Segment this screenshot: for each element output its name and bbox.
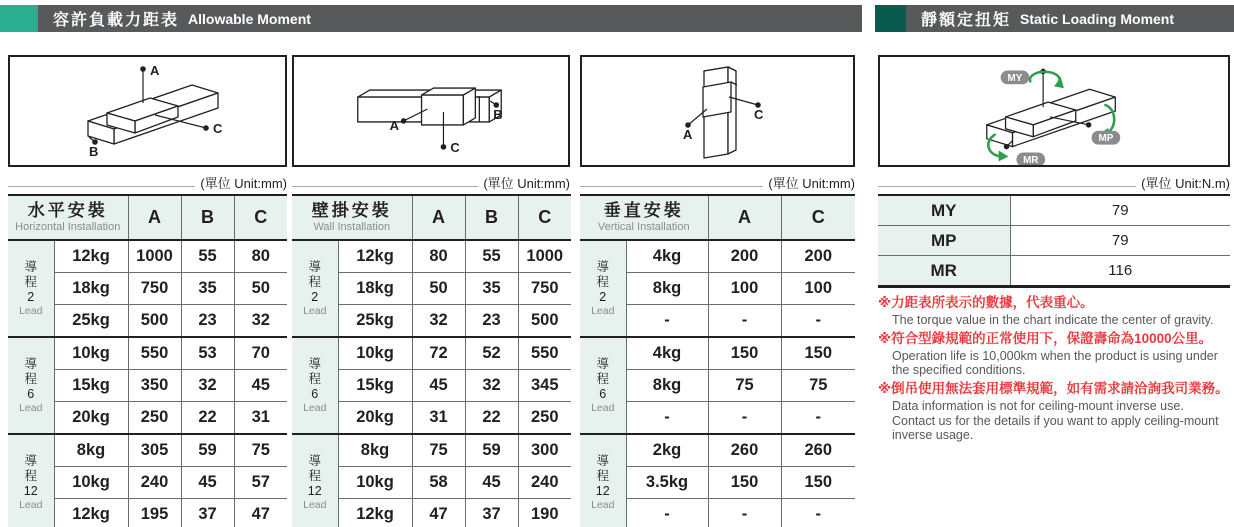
column-header-b: B [181, 195, 234, 240]
load-cell: 10kg [338, 467, 412, 499]
diagram-point-c: C [450, 139, 460, 155]
static-table-slot [878, 194, 1230, 288]
lead-cell: 導 程 6 Lead [8, 337, 54, 434]
section-title-zh: 靜額定扭矩 [921, 12, 1012, 29]
column-header-c: C [781, 195, 855, 240]
value-cell: 35 [465, 273, 518, 305]
unit-divider [580, 186, 763, 187]
table-row [8, 240, 287, 273]
value-cell: 260 [708, 434, 781, 467]
value-cell: 750 [518, 273, 571, 305]
teal-accent-square-dark [875, 5, 906, 32]
column-header-a: A [128, 195, 181, 240]
value-cell: 550 [128, 337, 181, 370]
moment-label-mr: MR [878, 256, 1010, 287]
lead-cell: 導 程 2 Lead [580, 240, 626, 337]
diagram-point-a: A [683, 127, 693, 142]
value-cell: 32 [412, 305, 465, 338]
note-en: Operation life is 10,000km when the product is using under the specified conditions. [892, 348, 1218, 378]
column-header-a: A [708, 195, 781, 240]
value-cell: 75 [234, 434, 287, 467]
moment-my-badge: MY [1007, 72, 1023, 84]
value-cell: 47 [412, 499, 465, 527]
unit-row [8, 167, 287, 192]
wall-table-slot [292, 194, 570, 527]
moment-label-mp: MP [878, 226, 1010, 256]
vertical-installation-diagram [580, 55, 855, 167]
horizontal-table-slot [8, 194, 287, 527]
value-cell: - [708, 499, 781, 527]
notes-section [878, 293, 1230, 446]
table-title-zh: 壁掛安裝 [311, 201, 392, 221]
horizontal-installation-column [8, 55, 287, 527]
value-cell: 500 [518, 305, 571, 338]
load-cell: 15kg [54, 370, 128, 402]
value-cell: 260 [781, 434, 855, 467]
table-row [580, 337, 855, 370]
load-cell: 15kg [338, 370, 412, 402]
value-cell: 23 [181, 305, 234, 338]
value-cell: 57 [234, 467, 287, 499]
value-cell: 550 [518, 337, 571, 370]
load-cell: 10kg [338, 337, 412, 370]
static-loading-moment-column [878, 55, 1230, 446]
column-header-c: C [518, 195, 571, 240]
load-cell: 25kg [54, 305, 128, 338]
value-cell: 350 [128, 370, 181, 402]
value-cell: 37 [181, 499, 234, 527]
lead-cell: 導 程 6 Lead [580, 337, 626, 434]
unit-row [878, 167, 1230, 192]
value-cell: 150 [708, 467, 781, 499]
moment-axes-drawing [880, 57, 1228, 165]
section-header-allowable-moment [0, 5, 862, 32]
value-cell: 59 [465, 434, 518, 467]
value-cell: 50 [412, 273, 465, 305]
wall-installation-column [292, 55, 570, 527]
value-cell: 195 [128, 499, 181, 527]
load-cell: 2kg [626, 434, 708, 467]
value-cell: 37 [465, 499, 518, 527]
value-cell: 80 [234, 240, 287, 273]
value-cell: 1000 [518, 240, 571, 273]
load-cell: 12kg [54, 499, 128, 527]
column-header-a: A [412, 195, 465, 240]
value-cell: 250 [128, 402, 181, 435]
value-cell: 500 [128, 305, 181, 338]
value-cell: 240 [518, 467, 571, 499]
load-cell: 4kg [626, 337, 708, 370]
static-loading-moment-table [878, 194, 1230, 288]
table-title-en: Wall Installation [313, 220, 391, 233]
value-cell: 35 [181, 273, 234, 305]
value-cell: - [781, 402, 855, 435]
table-title-cell [580, 195, 708, 240]
lead-cell: 導 程 6 Lead [292, 337, 338, 434]
load-cell: 18kg [54, 273, 128, 305]
table-row [878, 256, 1230, 287]
value-cell: 32 [465, 370, 518, 402]
value-cell: 70 [234, 337, 287, 370]
table-row [292, 337, 571, 370]
value-cell: 80 [412, 240, 465, 273]
load-cell: 10kg [54, 337, 128, 370]
lead-cell: 導 程 12 Lead [8, 434, 54, 527]
table-title-en: Vertical Installation [597, 220, 690, 233]
load-cell: 8kg [626, 273, 708, 305]
note-zh: ※符合型錄規範的正常使用下，保證壽命為10000公里。 [878, 330, 1213, 346]
unit-row [580, 167, 855, 192]
column-header-b: B [465, 195, 518, 240]
table-row [8, 434, 287, 467]
value-cell: 250 [518, 402, 571, 435]
table-row [292, 434, 571, 467]
load-cell: - [626, 402, 708, 435]
lead-cell: 導 程 12 Lead [292, 434, 338, 527]
value-cell: 100 [708, 273, 781, 305]
value-cell: 100 [781, 273, 855, 305]
table-title-cell [292, 195, 412, 240]
moment-mp-badge: MP [1098, 133, 1114, 145]
unit-divider [8, 186, 195, 187]
value-cell: 200 [781, 240, 855, 273]
allowable-moment-table [8, 194, 287, 527]
table-title-cell [8, 195, 128, 240]
load-cell: 12kg [54, 240, 128, 273]
vertical-installation-column [580, 55, 855, 527]
moment-value: 79 [1010, 226, 1230, 256]
value-cell: 55 [181, 240, 234, 273]
load-cell: 12kg [338, 240, 412, 273]
load-cell: - [626, 499, 708, 527]
load-cell: 8kg [54, 434, 128, 467]
value-cell: 150 [781, 467, 855, 499]
load-cell: 12kg [338, 499, 412, 527]
value-cell: 53 [181, 337, 234, 370]
horizontal-install-drawing [10, 57, 285, 165]
section-title-en: Static Loading Moment [1020, 10, 1175, 27]
diagram-point-b: B [493, 106, 503, 122]
allowable-moment-table [580, 194, 855, 527]
value-cell: 150 [708, 337, 781, 370]
value-cell: 22 [181, 402, 234, 435]
note-en: Data information is not for ceiling-mount inverse use. Contact us for the details if you want to apply ceiling-mount inverse usage. [892, 398, 1219, 443]
note-zh: ※力距表所表示的數據，代表重心。 [878, 295, 1094, 310]
table-row [878, 195, 1230, 226]
value-cell: 345 [518, 370, 571, 402]
unit-divider [292, 186, 478, 187]
value-cell: 31 [412, 402, 465, 435]
diagram-point-c: C [213, 121, 223, 136]
value-cell: 190 [518, 499, 571, 527]
load-cell: 3.5kg [626, 467, 708, 499]
value-cell: 50 [234, 273, 287, 305]
value-cell: 32 [234, 305, 287, 338]
value-cell: 55 [465, 240, 518, 273]
load-cell: 8kg [338, 434, 412, 467]
teal-accent-square [0, 5, 38, 32]
value-cell: 1000 [128, 240, 181, 273]
load-cell: 20kg [54, 402, 128, 435]
load-cell: 8kg [626, 370, 708, 402]
lead-cell: 導 程 2 Lead [292, 240, 338, 337]
value-cell: 45 [234, 370, 287, 402]
unit-divider [878, 186, 1136, 187]
value-cell: 75 [412, 434, 465, 467]
load-cell: 25kg [338, 305, 412, 338]
wall-install-drawing [294, 57, 568, 165]
diagram-point-c: C [754, 107, 764, 122]
value-cell: 305 [128, 434, 181, 467]
value-cell: 300 [518, 434, 571, 467]
section-title-zh: 容許負載力距表 [53, 12, 180, 29]
value-cell: 58 [412, 467, 465, 499]
value-cell: 23 [465, 305, 518, 338]
section-header-static-loading-moment [875, 5, 1234, 32]
unit-label-mm: (單位 Unit:mm) [768, 176, 855, 191]
load-cell: 10kg [54, 467, 128, 499]
load-cell: 18kg [338, 273, 412, 305]
unit-label-mm: (單位 Unit:mm) [200, 176, 287, 191]
vertical-table-slot [580, 194, 855, 527]
allowable-moment-table [292, 194, 571, 527]
table-title-zh: 垂直安裝 [603, 201, 684, 221]
value-cell: 150 [781, 337, 855, 370]
value-cell: 200 [708, 240, 781, 273]
value-cell: 72 [412, 337, 465, 370]
value-cell: 31 [234, 402, 287, 435]
load-cell: 20kg [338, 402, 412, 435]
load-cell: - [626, 305, 708, 338]
table-title-zh: 水平安裝 [27, 201, 108, 221]
moment-value: 79 [1010, 195, 1230, 226]
value-cell: - [708, 305, 781, 338]
value-cell: 52 [465, 337, 518, 370]
value-cell: 32 [181, 370, 234, 402]
value-cell: - [781, 305, 855, 338]
lead-cell: 導 程 2 Lead [8, 240, 54, 337]
diagram-point-a: A [389, 117, 399, 133]
value-cell: 75 [708, 370, 781, 402]
value-cell: 59 [181, 434, 234, 467]
value-cell: 22 [465, 402, 518, 435]
table-row [580, 434, 855, 467]
value-cell: - [781, 499, 855, 527]
note-zh: ※倒吊使用無法套用標準規範，如有需求請洽詢我司業務。 [878, 381, 1229, 396]
value-cell: - [708, 402, 781, 435]
value-cell: 47 [234, 499, 287, 527]
table-row [8, 337, 287, 370]
moment-mr-badge: MR [1023, 154, 1039, 165]
note-en: The torque value in the chart indicate the center of gravity. [892, 312, 1214, 327]
diagram-point-b: B [89, 144, 99, 159]
value-cell: 45 [181, 467, 234, 499]
table-row [292, 240, 571, 273]
value-cell: 45 [465, 467, 518, 499]
moment-axes-diagram [878, 55, 1230, 167]
lead-cell: 導 程 12 Lead [580, 434, 626, 527]
value-cell: 75 [781, 370, 855, 402]
value-cell: 240 [128, 467, 181, 499]
horizontal-installation-diagram [8, 55, 287, 167]
column-header-c: C [234, 195, 287, 240]
section-title-en: Allowable Moment [188, 10, 311, 27]
moment-label-my: MY [878, 195, 1010, 226]
unit-row [292, 167, 570, 192]
vertical-install-drawing [582, 57, 853, 165]
value-cell: 45 [412, 370, 465, 402]
value-cell: 750 [128, 273, 181, 305]
unit-label-nm: (單位 Unit:N.m) [1141, 176, 1230, 191]
moment-value: 116 [1010, 256, 1230, 287]
table-row [580, 240, 855, 273]
diagram-point-a: A [150, 63, 160, 78]
table-row [878, 226, 1230, 256]
wall-installation-diagram [292, 55, 570, 167]
unit-label-mm: (單位 Unit:mm) [483, 176, 570, 191]
load-cell: 4kg [626, 240, 708, 273]
table-title-en: Horizontal Installation [15, 220, 121, 233]
